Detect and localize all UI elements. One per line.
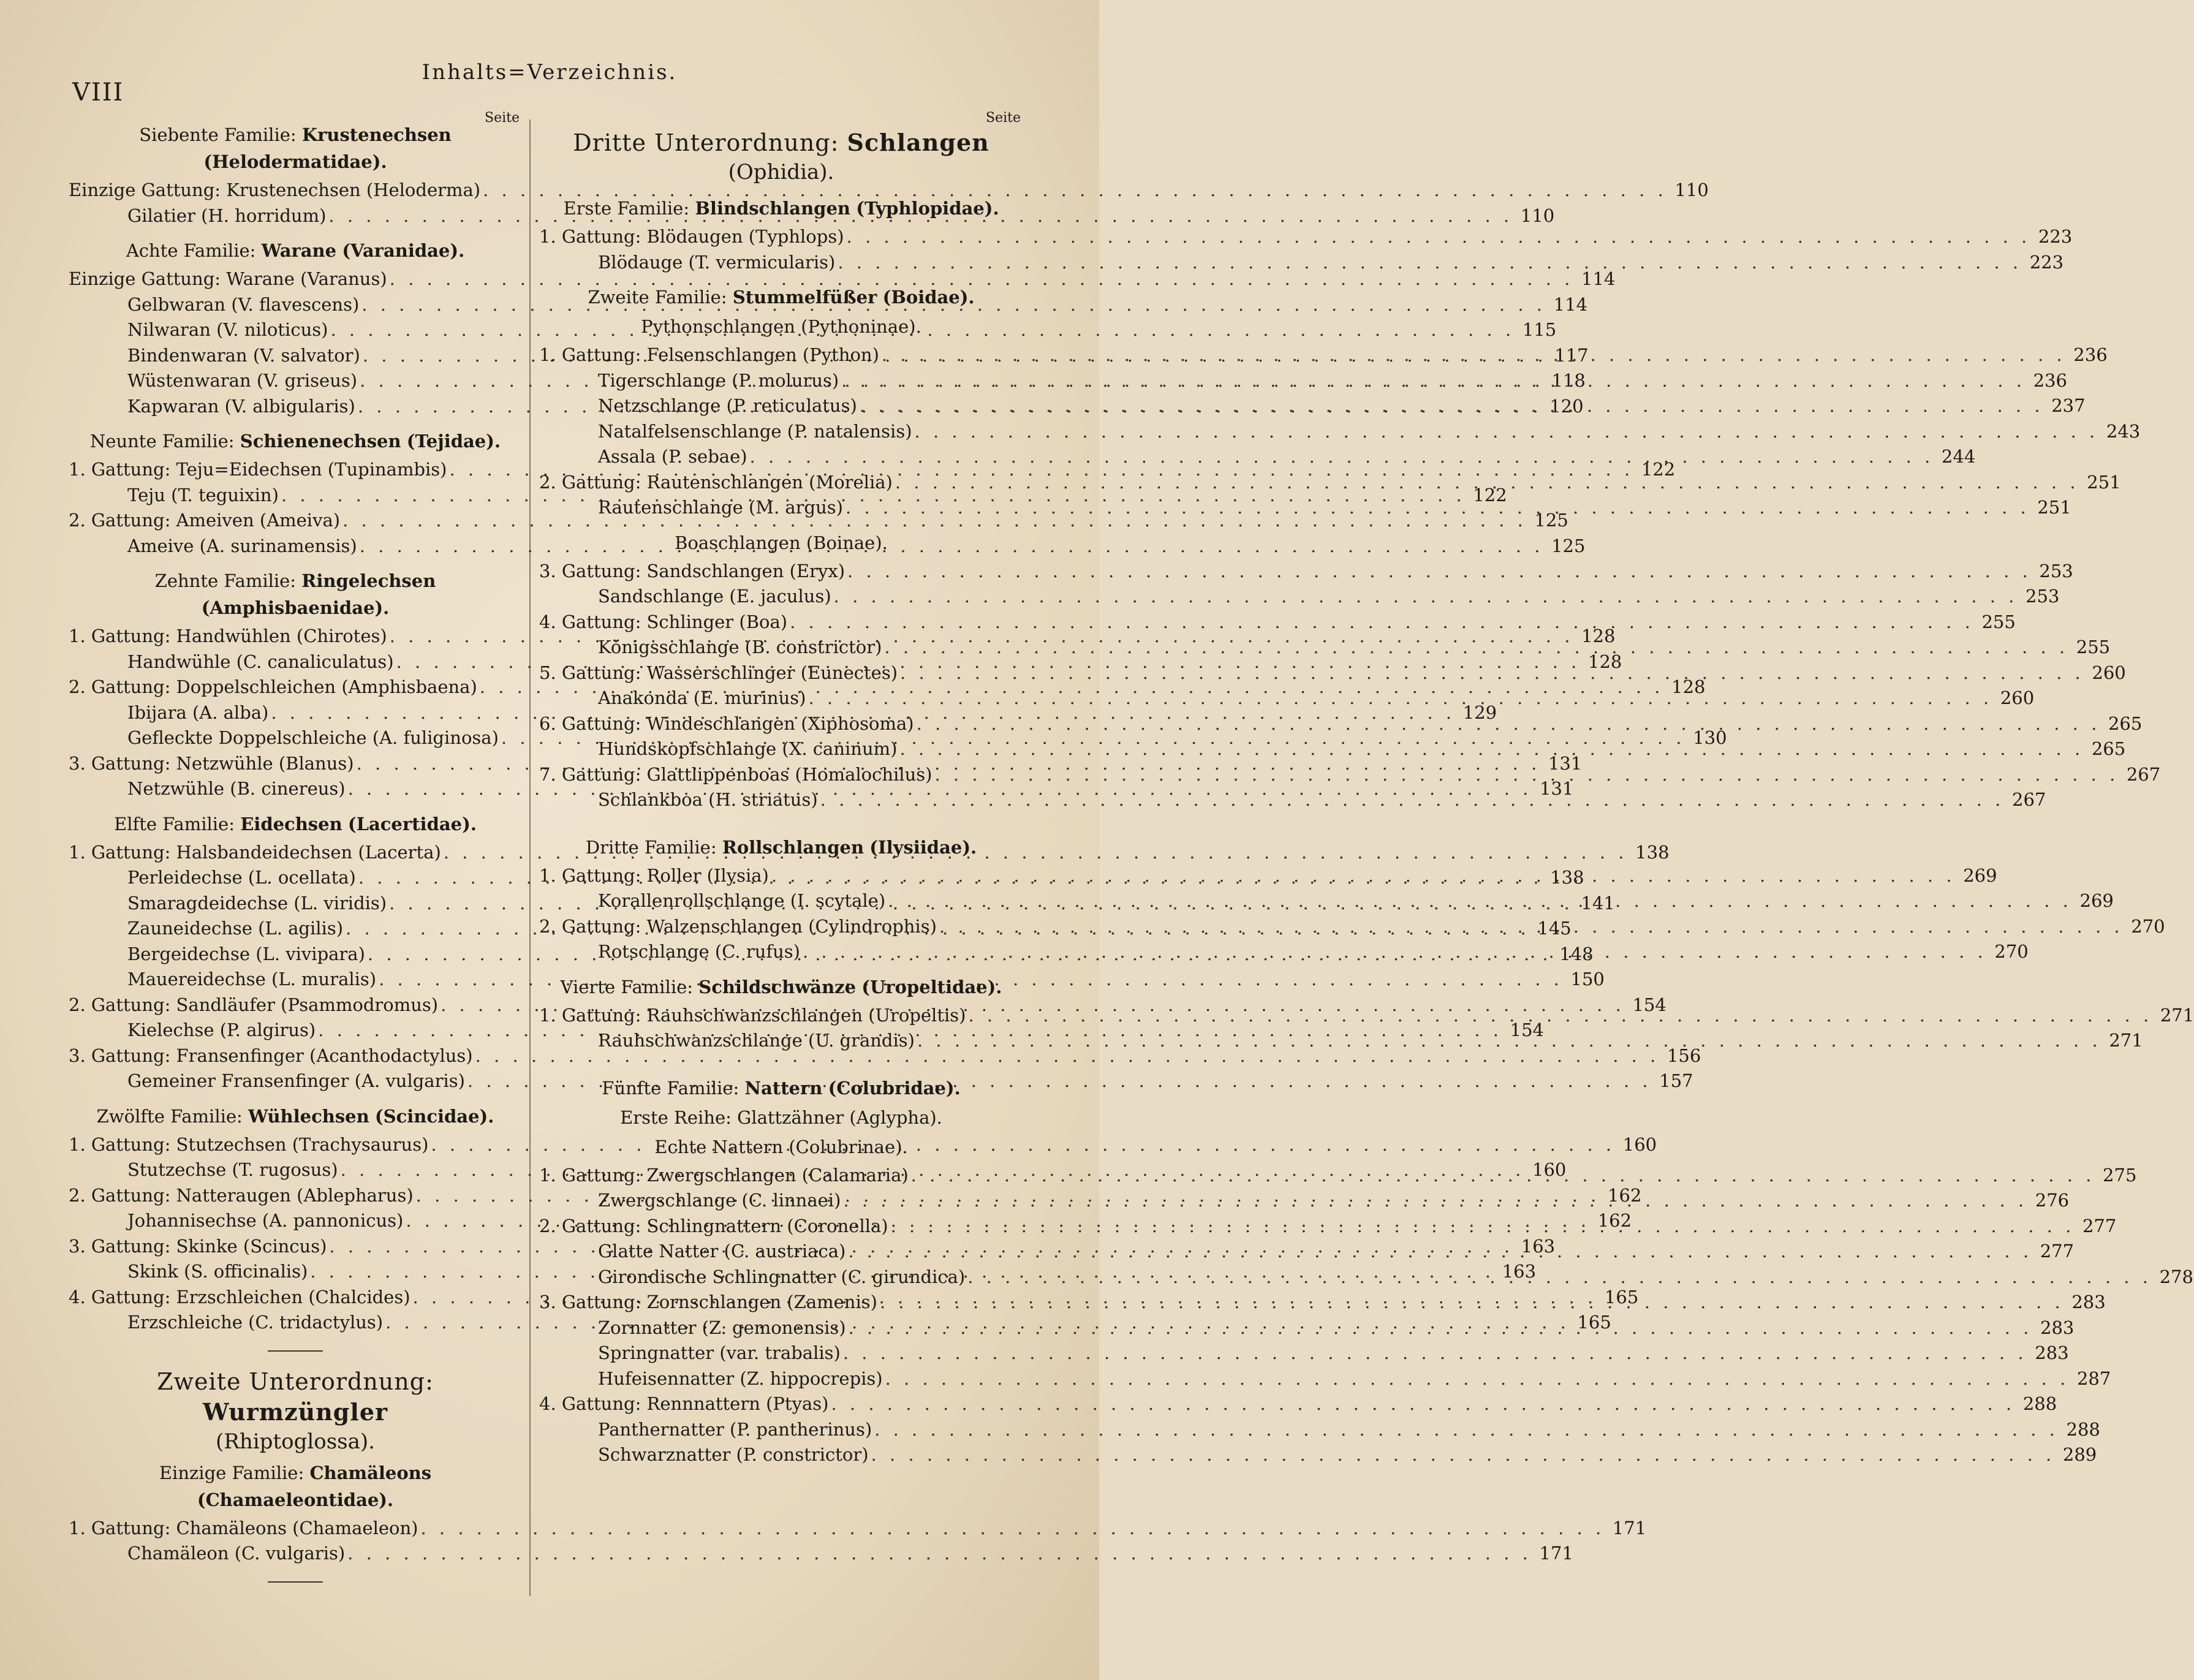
entry-text: 6. Gattung: Windeschlangen (Xiphosoma) xyxy=(539,713,914,734)
entry-text: 2. Gattung: Natteraugen (Ablepharus) xyxy=(69,1184,414,1206)
entry-text: Kapwaran (V. albigularis) xyxy=(127,395,355,417)
page-ref: 122 xyxy=(1641,459,1676,480)
entry-text: 1. Gattung: Handwühlen (Chirotes) xyxy=(69,626,387,646)
page-ref: 118 xyxy=(1551,370,1586,391)
entry-text: Stutzechse (T. rugosus) xyxy=(127,1159,338,1180)
entry-text: Rotschlange (C. rufus) xyxy=(598,941,800,962)
page-ref: 236 xyxy=(2073,344,2108,365)
toc-entry-species xyxy=(539,419,2141,445)
subfamily-heading: Pythonschlangen (Pythoninae). xyxy=(641,316,921,337)
page-ref: 138 xyxy=(1635,841,1670,863)
entry-text: Handwühle (C. canaliculatus) xyxy=(127,651,394,672)
page-ref: 223 xyxy=(2038,226,2073,247)
page-ref: 120 xyxy=(1549,395,1584,417)
leader-dots xyxy=(883,1366,2072,1392)
entry-text: 2. Gattung: Sandläufer (Psammodromus) xyxy=(69,994,439,1015)
entry-text: Girondische Schlingnatter (C. girundica) xyxy=(598,1266,966,1287)
entry-text: 3. Gattung: Netzwühle (Blanus) xyxy=(69,752,354,774)
entry-text: 4. Gattung: Rennnattern (Ptyas) xyxy=(539,1393,829,1414)
leader-dots xyxy=(828,1391,2018,1417)
subfamily-heading: Echte Nattern (Colubrinae). xyxy=(654,1136,908,1157)
family-heading: Zweite Familie: Stummelfüßer (Boidae). xyxy=(588,287,975,308)
suborder-latin: (Ophidia). xyxy=(728,160,834,184)
page-ref: 128 xyxy=(1671,676,1706,697)
entry-text: Korallenrollschlange (I. scytale) xyxy=(598,890,886,911)
family-heading: Erste Familie: Blindschlangen (Typhlopidae). xyxy=(563,198,999,219)
entry-text: 1. Gattung: Zwergschlangen (Calamaria) xyxy=(539,1164,909,1186)
page-ref: 260 xyxy=(2000,687,2035,708)
page-ref: 114 xyxy=(1553,293,1588,315)
page-ref: 278 xyxy=(2159,1266,2193,1287)
entry-text: Zwergschlange (C. linnaei) xyxy=(598,1190,841,1211)
leader-dots xyxy=(747,444,1937,470)
entry-text: 2. Gattung: Schlingnattern (Coronella) xyxy=(539,1215,888,1236)
page-ref: 110 xyxy=(1674,180,1709,200)
family-heading: Neunte Familie: Schienenechsen (Tejidae). xyxy=(89,431,501,452)
entry-text: Chamäleon (C. vulgaris) xyxy=(127,1543,346,1564)
page-ref: 163 xyxy=(1521,1235,1556,1257)
page-ref: 265 xyxy=(2091,738,2126,759)
page-ref: 145 xyxy=(1537,918,1572,939)
page-ref: 288 xyxy=(2022,1393,2057,1414)
leader-dots xyxy=(909,1163,2098,1189)
leader-dots xyxy=(966,1003,2155,1029)
toc-entry-genus xyxy=(69,178,1709,203)
entry-text: 3. Gattung: Fransenfinger (Acanthodactylus) xyxy=(69,1045,473,1066)
entry-text: Wüstenwaran (V. griseus) xyxy=(127,370,358,391)
entry-text: 1. Gattung: Blödaugen (Typhlops) xyxy=(539,226,844,247)
entry-text: Sandschlange (E. jaculus) xyxy=(598,586,831,607)
entry-text: Bergeidechse (L. vivipara) xyxy=(127,943,365,964)
entry-text: Hufeisennatter (Z. hippocrepis) xyxy=(598,1368,883,1389)
family-heading: Elfte Familie: Eidechsen (Lacertidae). xyxy=(114,813,477,834)
page-ref: 283 xyxy=(2071,1292,2106,1312)
entry-text: Netzschlange (P. reticulatus) xyxy=(598,395,857,416)
page-ref: 157 xyxy=(1659,1070,1693,1091)
subfamily-heading: Boaschlangen (Boinae). xyxy=(675,532,888,553)
page-ref: 271 xyxy=(2160,1004,2194,1026)
entry-text: Ibijara (A. alba) xyxy=(127,702,269,723)
entry-text: Johannisechse (A. pannonicus) xyxy=(127,1210,404,1231)
page-ref: 251 xyxy=(2087,471,2121,493)
entry-text: Blödauge (T. vermicularis) xyxy=(598,251,836,273)
family-heading: Zwölfte Familie: Wühlechsen (Scincidae). xyxy=(96,1105,494,1127)
section-rule xyxy=(268,1350,323,1352)
page-ref: 171 xyxy=(1539,1543,1573,1564)
entry-text: Perleidechse (L. ocellata) xyxy=(127,867,356,888)
entry-text: 1. Gattung: Halsbandeidechsen (Lacerta) xyxy=(69,841,441,863)
entry-text: Zornnatter (Z. gemonensis) xyxy=(598,1317,846,1338)
entry-text: 5. Gattung: Wasserschlinger (Eunectes) xyxy=(539,662,898,683)
entry-text: Bindenwaran (V. salvator) xyxy=(127,344,360,366)
entry-text: Anakonda (E. murinus) xyxy=(598,687,806,708)
family-heading: Dritte Familie: Rollschlangen (Ilysiidae). xyxy=(585,836,977,858)
page-ref: 148 xyxy=(1559,943,1594,964)
page-ref: 165 xyxy=(1577,1312,1611,1333)
entry-text: 1. Gattung: Chamäleons (Chamaeleon) xyxy=(69,1517,418,1538)
page-ref: 223 xyxy=(2029,251,2064,273)
toc-entry-genus xyxy=(69,1043,1701,1069)
page-ref: 115 xyxy=(1522,319,1557,340)
leader-dots xyxy=(787,610,1976,635)
page-ref: 276 xyxy=(2035,1190,2070,1211)
leader-dots xyxy=(877,1290,2067,1315)
entry-text: Rauhschwanzschlange (U. grandis) xyxy=(598,1030,915,1051)
page-ref: 283 xyxy=(2040,1317,2075,1338)
toc-entry-genus xyxy=(69,1516,1647,1542)
leader-dots xyxy=(845,559,2034,585)
toc-entry-species xyxy=(539,1366,2111,1392)
entry-text: Panthernatter (P. pantherinus) xyxy=(598,1418,872,1440)
entry-text: 3. Gattung: Sandschlangen (Eryx) xyxy=(539,560,845,581)
entry-text: 1. Gattung: Stutzechsen (Trachysaurus) xyxy=(69,1133,429,1155)
entry-text: Einzige Gattung: Krustenechsen (Heloderma) xyxy=(69,180,481,200)
entry-text: Ameive (A. surinamensis) xyxy=(127,535,357,556)
entry-text: 7. Gattung: Glattlippenboas (Homalochilus) xyxy=(539,763,932,785)
page-ref: 163 xyxy=(1502,1261,1537,1282)
page-ref: 131 xyxy=(1548,752,1583,774)
leader-dots xyxy=(915,1028,2104,1054)
leader-dots xyxy=(912,419,2101,445)
entry-text: 2. Gattung: Ameiven (Ameiva) xyxy=(69,510,341,531)
suborder-heading: Zweite Unterordnung: Wurmzüngler xyxy=(157,1368,434,1426)
page-ref: 156 xyxy=(1666,1045,1701,1066)
page-ref: 162 xyxy=(1608,1184,1642,1206)
page-ref: 160 xyxy=(1622,1133,1657,1155)
entry-text: Erzschleiche (C. tridactylus) xyxy=(127,1312,384,1333)
leader-dots xyxy=(769,863,1958,889)
entry-text: Smaragdeidechse (L. viridis) xyxy=(127,892,387,914)
leader-dots xyxy=(914,711,2103,737)
page-ref: 128 xyxy=(1588,651,1622,672)
page-ref: 141 xyxy=(1581,892,1615,914)
entry-text: Nilwaran (V. niloticus) xyxy=(127,319,328,340)
leader-dots xyxy=(893,470,2082,496)
toc-entry-genus xyxy=(69,508,1568,534)
entry-text: 4. Gattung: Erzschleichen (Chalcides) xyxy=(69,1286,410,1307)
entry-text: Teju (T. teguixin) xyxy=(127,484,279,505)
page-ref: 267 xyxy=(2012,789,2046,810)
page-ref: 154 xyxy=(1510,1020,1544,1040)
page-ref: 162 xyxy=(1597,1210,1632,1231)
leader-dots xyxy=(839,368,2028,394)
leader-dots xyxy=(841,1341,2030,1366)
page-ref: 255 xyxy=(1981,611,2016,632)
toc-entry-genus xyxy=(539,224,2073,250)
entry-text: Kielechse (P. algirus) xyxy=(127,1020,316,1040)
leader-dots xyxy=(800,939,1989,965)
page-ref: 138 xyxy=(1550,867,1584,888)
page-ref: 255 xyxy=(2076,637,2111,657)
page-ref: 125 xyxy=(1534,510,1568,531)
entry-list xyxy=(69,1516,1647,1567)
page-ref: 270 xyxy=(1994,941,2029,962)
entry-text: Netzwühle (B. cinereus) xyxy=(127,778,346,799)
page-ref: 287 xyxy=(2076,1368,2111,1389)
page-ref: 289 xyxy=(2062,1444,2097,1465)
entry-text: 3. Gattung: Skinke (Scincus) xyxy=(69,1235,327,1257)
page-ref: 271 xyxy=(2109,1030,2143,1051)
page-ref: 171 xyxy=(1612,1517,1647,1538)
suborder-latin: (Rhiptoglossa). xyxy=(216,1429,375,1454)
page-ref: 277 xyxy=(2040,1241,2075,1262)
entry-text: 4. Gattung: Schlinger (Boa) xyxy=(539,611,788,632)
leader-dots xyxy=(418,1516,1607,1542)
toc-entry-species xyxy=(69,1541,1573,1567)
page-ref: 253 xyxy=(2026,586,2060,607)
entry-text: Tigerschlange (P. molurus) xyxy=(598,369,839,391)
page-ref: 122 xyxy=(1473,484,1507,505)
entry-text: Schlankboa (H. striatus) xyxy=(598,789,818,810)
leader-dots xyxy=(841,1188,2030,1214)
page-ref: 260 xyxy=(2092,662,2126,683)
page-ref: 275 xyxy=(2103,1164,2137,1186)
seite-label: Seite xyxy=(986,110,1021,126)
page-ref: 128 xyxy=(1581,626,1616,646)
leader-dots xyxy=(843,495,2032,521)
leader-dots xyxy=(879,342,2068,368)
page-ref: 253 xyxy=(2039,560,2073,581)
entry-text: 1. Gattung: Rauhschwanzschlangen (Uropeltis) xyxy=(539,1004,966,1026)
page-ref: 236 xyxy=(2033,369,2067,391)
page-ref: 150 xyxy=(1570,969,1605,989)
page-ref: 117 xyxy=(1554,344,1589,366)
leader-dots xyxy=(898,660,2087,686)
page-number: VIII xyxy=(72,78,124,107)
section-rule xyxy=(268,1581,323,1583)
family-heading: Fünfte Familie: Nattern (Colubridae). xyxy=(602,1077,961,1099)
family-heading: Siebente Familie: Krustenechsen (Helodermatidae). xyxy=(139,124,452,172)
family-heading: Vierte Familie: Schildschwänze (Uropeltidae). xyxy=(560,976,1002,997)
page-ref: 270 xyxy=(2131,915,2165,937)
toc-entry-species xyxy=(539,584,2060,610)
leader-dots xyxy=(831,584,2021,610)
leader-dots xyxy=(857,393,2046,419)
page-ref: 277 xyxy=(2082,1215,2117,1236)
entry-text: Skink (S. officinalis) xyxy=(127,1261,308,1282)
family-heading: Achte Familie: Warane (Varanidae). xyxy=(126,240,465,261)
page-ref: 160 xyxy=(1532,1159,1567,1180)
toc-entry-species xyxy=(539,250,2064,276)
page-ref: 243 xyxy=(2106,420,2141,442)
leader-dots xyxy=(897,736,2086,762)
page-ref: 131 xyxy=(1540,778,1574,799)
entry-text: Königsschlange (B. constrictor) xyxy=(598,637,882,657)
page-ref: 165 xyxy=(1604,1286,1639,1307)
page-ref: 110 xyxy=(1520,205,1555,226)
leader-dots xyxy=(835,250,2024,276)
running-title: Inhalts=Verzeichnis. xyxy=(422,60,678,85)
leader-dots xyxy=(818,787,2007,813)
page-ref: 244 xyxy=(1941,446,1976,467)
page-ref: 237 xyxy=(2051,395,2086,416)
leader-dots xyxy=(885,888,2075,914)
toc-entry-species xyxy=(539,1341,2069,1366)
entry-text: Gemeiner Fransenfinger (A. vulgaris) xyxy=(127,1070,465,1091)
entry-text: Gefleckte Doppelschleiche (A. fuliginosa) xyxy=(127,727,499,748)
page-ref: 269 xyxy=(1963,865,1997,886)
leader-dots xyxy=(845,1239,2035,1265)
page-ref: 154 xyxy=(1632,994,1666,1015)
entry-text: Gilatier (H. horridum) xyxy=(127,205,327,226)
entry-text: 1. Gattung: Roller (Ilysia) xyxy=(539,865,769,886)
entry-text: 1. Gattung: Felsenschlangen (Python) xyxy=(539,344,879,365)
entry-text: 2. Gattung: Walzenschlangen (Cylindrophis) xyxy=(539,915,937,937)
page-ref: 251 xyxy=(2037,497,2071,518)
suborder-heading: Dritte Unterordnung: Schlangen xyxy=(573,129,989,156)
toc-entry-species xyxy=(539,1417,2100,1443)
page-ref: 265 xyxy=(2108,713,2143,734)
entry-text: Rautenschlange (M. argus) xyxy=(598,497,843,518)
leader-dots xyxy=(844,224,2033,250)
entry-text: Zauneidechse (L. agilis) xyxy=(127,918,344,939)
page-ref: 125 xyxy=(1551,535,1586,556)
leader-dots xyxy=(846,1315,2035,1341)
leader-dots xyxy=(888,1214,2078,1239)
toc-entry-species xyxy=(539,1442,2097,1468)
entry-text: Mauereidechse (L. muralis) xyxy=(127,969,377,989)
leader-dots xyxy=(932,762,2121,788)
entry-text: 1. Gattung: Teju=Eidechsen (Tupinambis) xyxy=(69,459,447,480)
toc-entry-genus xyxy=(539,1391,2057,1417)
entry-text: 2. Gattung: Rautenschlangen (Morelia) xyxy=(539,471,893,493)
entry-text: Gelbwaran (V. flavescens) xyxy=(127,293,360,315)
leader-dots xyxy=(345,1541,1534,1567)
entry-text: Schwarznatter (P. constrictor) xyxy=(598,1444,869,1465)
toc-entry-genus xyxy=(539,559,2073,585)
leader-dots xyxy=(937,914,2126,940)
entry-text: Glatte Natter (C. austriaca) xyxy=(598,1241,846,1262)
series-heading: Erste Reihe: Glattzähner (Aglypha). xyxy=(620,1107,942,1128)
page-ref: 130 xyxy=(1693,727,1727,748)
family-heading: Zehnte Familie: Ringelechsen (Amphisbaenidae). xyxy=(154,570,436,618)
leader-dots xyxy=(806,686,1995,711)
family-heading: Einzige Familie: Chamäleons (Chamaeleontidae). xyxy=(159,1462,432,1510)
page-ref: 267 xyxy=(2126,763,2161,785)
leader-dots xyxy=(872,1417,2061,1443)
entry-text: Assala (P. sebae) xyxy=(598,446,747,467)
page-ref: 114 xyxy=(1581,268,1616,289)
entry-text: 3. Gattung: Zornschlangen (Zamenis) xyxy=(539,1292,877,1312)
toc-entry-genus xyxy=(539,610,2016,635)
page-ref: 288 xyxy=(2066,1418,2100,1440)
entry-text: 2. Gattung: Doppelschleichen (Amphisbaena) xyxy=(69,676,477,697)
entry-list xyxy=(539,224,2073,275)
leader-dots xyxy=(869,1442,2058,1468)
page-ref: 129 xyxy=(1462,702,1497,723)
entry-text: Hundskopfschlange (X. caninum) xyxy=(598,738,898,759)
entry-text: Springnatter (var. trabalis) xyxy=(598,1342,841,1363)
page-ref: 283 xyxy=(2035,1342,2069,1363)
page-ref: 269 xyxy=(2079,890,2114,911)
entry-text: Natalfelsenschlange (P. natalensis) xyxy=(598,420,912,442)
entry-text: Einzige Gattung: Warane (Varanus) xyxy=(69,268,387,289)
leader-dots xyxy=(965,1265,2154,1290)
leader-dots xyxy=(882,635,2071,660)
seite-label: Seite xyxy=(485,110,520,126)
toc-entry-genus xyxy=(69,267,1616,292)
